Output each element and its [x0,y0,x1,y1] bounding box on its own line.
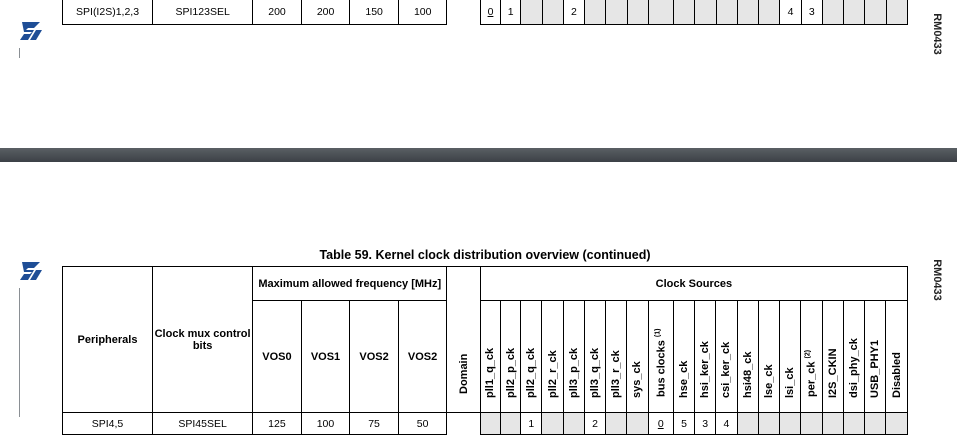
source-header: USB_PHY1 [864,301,885,413]
doc-ref: RM0433 [931,13,943,55]
source-header: dsi_phy_ck [843,301,864,413]
source-cell [737,0,758,25]
source-cell [865,0,886,25]
source-cell [886,0,907,25]
margin-rule [19,48,20,58]
mux-header: Clock mux control bits [153,267,253,413]
mux-cell: SPI45SEL [153,413,253,435]
source-header: pll2_p_ck [500,301,520,413]
source-header: Disabled [886,301,908,413]
source-header: hsi_ker_ck [695,301,716,413]
vos-header: VOS1 [301,301,350,413]
page-break [0,148,957,162]
vos3-cell: 50 [398,413,447,435]
header-row [63,267,908,301]
source-header: lse_ck [758,301,779,413]
source-cell [780,413,801,435]
peripheral-cell: SPI(I2S)1,2,3 [63,0,153,25]
source-header: pll1_q_ck [480,301,500,413]
source-cell: 3 [695,413,716,435]
source-cell [606,413,627,435]
source-header: pll2_r_ck [542,301,563,413]
vos1-cell: 200 [301,0,350,25]
source-cell [521,0,542,25]
source-cell: 3 [801,0,822,25]
st-logo-icon [18,18,44,44]
source-cell [822,413,843,435]
source-cell: 4 [780,0,801,25]
margin-rule [19,288,20,417]
source-cell [864,413,885,435]
table-title: Table 59. Kernel clock distribution overview (continued) [319,248,651,262]
source-cell [542,0,563,25]
source-cell: 1 [501,0,521,25]
clock-table [62,266,908,435]
source-cell [674,0,695,25]
source-cell: 1 [521,413,542,435]
vos0-cell: 125 [253,413,302,435]
source-cell [500,413,520,435]
vos3-cell: 100 [398,0,447,25]
source-header: pll3_p_ck [563,301,584,413]
source-cell [627,0,648,25]
source-cell [843,413,864,435]
source-cell [759,0,780,25]
source-cell [606,0,627,25]
page-current [0,162,957,430]
source-cell: 0 [480,0,500,25]
source-header: per_ck $^{(2)}$ [801,301,822,413]
source-cell [801,413,822,435]
source-header: hse_ck [673,301,694,413]
source-cell [648,0,673,25]
source-cell: 5 [673,413,694,435]
st-logo-icon [18,258,44,284]
doc-ref: RM0433 [931,259,943,301]
source-cell: 4 [716,413,737,435]
mux-cell: SPI123SEL [153,0,253,25]
domain-cell [447,413,480,435]
source-cell [737,413,758,435]
vos0-cell: 200 [253,0,302,25]
source-cell [585,0,606,25]
source-header: pll3_r_ck [606,301,627,413]
source-cell: 0 [648,413,673,435]
source-header: sys_ck [627,301,648,413]
max-freq-header: Maximum allowed frequency [MHz] [253,267,447,301]
vos-header: VOS2 [398,301,447,413]
vos1-cell: 100 [301,413,350,435]
source-cell [480,413,500,435]
peripherals-header: Peripherals [63,267,153,413]
source-header: csi_ker_ck [716,301,737,413]
source-cell [822,0,843,25]
source-cell [542,413,563,435]
domain-header: Domain [447,267,480,413]
vos-header: VOS2 [350,301,399,413]
source-header: hsi48_ck [737,301,758,413]
source-cell: 2 [584,413,605,435]
source-cell [844,0,865,25]
peripheral-cell: SPI4,5 [63,413,153,435]
clock-sources-header: Clock Sources [480,267,907,301]
page-previous [0,0,957,148]
source-cell [886,413,908,435]
source-cell: 2 [563,0,584,25]
domain-cell [447,0,480,25]
clock-table-top [62,0,908,25]
table-row [63,413,908,435]
vos2-cell: 75 [350,413,399,435]
source-header: lsi_ck [780,301,801,413]
vos-header: VOS0 [253,301,302,413]
vos2-cell: 150 [350,0,399,25]
source-cell [716,0,737,25]
source-cell [758,413,779,435]
source-header: bus clocks $^{(1)}$ [648,301,673,413]
source-header: I2S_CKIN [822,301,843,413]
source-header: pll3_q_ck [584,301,605,413]
source-header: pll2_q_ck [521,301,542,413]
table-row [63,0,908,25]
source-cell [695,0,716,25]
source-cell [563,413,584,435]
source-cell [627,413,648,435]
